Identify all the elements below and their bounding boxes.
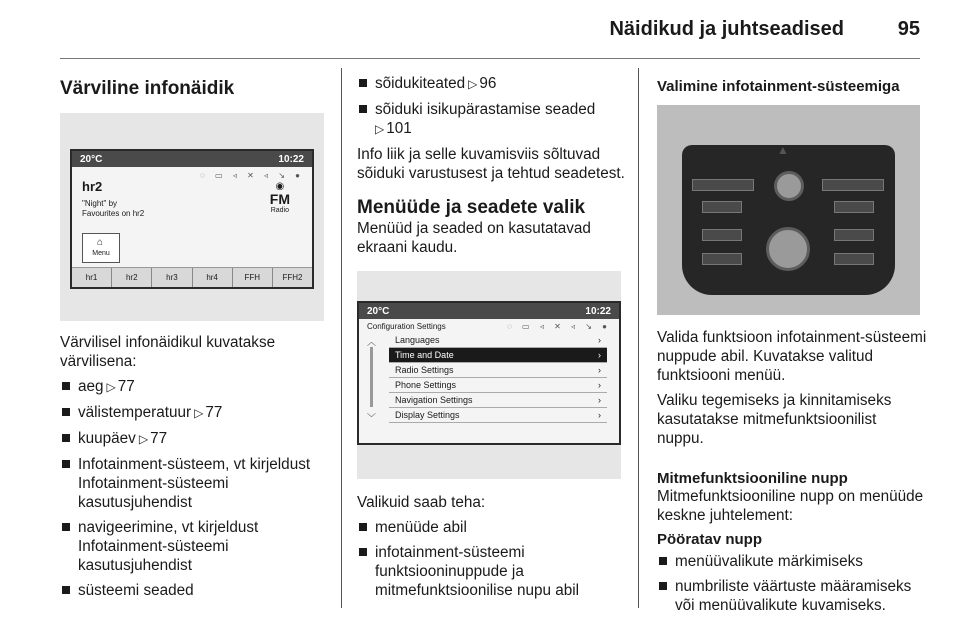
page-ref-icon: ▷ bbox=[194, 406, 204, 420]
status-bar bbox=[359, 303, 619, 319]
header-rule bbox=[60, 58, 920, 59]
preset-button[interactable]: hr2 bbox=[112, 268, 152, 287]
menus-paragraph: Menüüd ja seaded on kasutatavad ekraani kaudu. bbox=[357, 220, 591, 256]
home-icon: ⌂ bbox=[97, 237, 104, 248]
chevron-right-icon: › bbox=[598, 335, 601, 345]
config-settings-screen bbox=[357, 301, 621, 445]
info-paragraph: Info liik ja selle kuvamisviis sõltuvad sõiduki varustusest ja tehtud seadetest. bbox=[357, 146, 625, 182]
track-info: "Night" by Favourites on hr2 bbox=[82, 199, 145, 218]
column-divider bbox=[341, 68, 342, 608]
page-ref-icon: ▷ bbox=[138, 432, 149, 446]
page-ref-icon: ▷ bbox=[375, 122, 385, 136]
preset-button[interactable]: hr1 bbox=[72, 268, 112, 287]
settings-item[interactable]: Languages › bbox=[389, 333, 607, 348]
list-item: sõidukiteated ▷ 96 bbox=[357, 74, 627, 94]
preset-button[interactable]: FFH2 bbox=[282, 273, 303, 282]
station-name: hr2 bbox=[82, 179, 103, 194]
config-settings-figure bbox=[357, 271, 621, 479]
options-list bbox=[357, 518, 627, 600]
status-icons: ◌ ▭ ◃ ✕ ◃ ↘ ● bbox=[507, 322, 611, 331]
settings-item[interactable]: Radio Settings › bbox=[389, 363, 607, 378]
outside-temperature: 20°C bbox=[367, 305, 390, 317]
page-header bbox=[0, 0, 960, 62]
list-item: välistemperatuur ▷ 77 bbox=[60, 403, 328, 423]
chevron-right-icon: › bbox=[598, 410, 601, 420]
section-title: Menüüde ja seadete valik bbox=[357, 197, 586, 218]
subhead-rotary: Pööratav nupp bbox=[657, 531, 763, 548]
section-title: Värviline infonäidik bbox=[60, 78, 235, 99]
preset-button[interactable]: FFH bbox=[233, 268, 273, 287]
list-item: aeg ▷ 77 bbox=[60, 377, 328, 397]
power-volume-knob bbox=[774, 171, 804, 201]
settings-item[interactable]: Display Settings › bbox=[389, 408, 607, 423]
chevron-right-icon: › bbox=[598, 365, 601, 375]
control-panel bbox=[682, 145, 895, 295]
list-item: kuupäev ▷ 77 bbox=[60, 429, 328, 449]
infotainment-paragraph: Valida funktsioon infotainment-süsteemi nuppude abil. Kuvatakse valitud funktsiooni menüü. bbox=[657, 329, 927, 384]
intro-text: Värvilisel infonäidikul kuvatakse värvilisena: bbox=[60, 334, 276, 370]
multifunction-knob bbox=[766, 227, 810, 271]
settings-item[interactable]: Navigation Settings › bbox=[389, 393, 607, 408]
panel-button bbox=[834, 229, 874, 241]
page-ref-icon: ▷ bbox=[106, 380, 116, 394]
preset-button[interactable]: hr4 bbox=[193, 268, 233, 287]
settings-list bbox=[389, 333, 607, 423]
preset-bar bbox=[72, 267, 312, 287]
column-1 bbox=[60, 68, 328, 600]
subhead-infotainment: Valimine infotainment-süsteemiga bbox=[657, 78, 900, 95]
header-title: Näidikud ja juhtseadised bbox=[609, 18, 844, 40]
display-items-list bbox=[60, 377, 328, 600]
list-item: infotainment-süsteemi funktsiooninuppude ja mitmefunktsioonilise nupu abil bbox=[357, 543, 627, 600]
list-item: sõiduki isikupärastamise seaded ▷ 101 bbox=[357, 100, 627, 139]
chevron-right-icon: › bbox=[598, 350, 601, 360]
column-divider bbox=[638, 68, 639, 608]
multifunction-paragraph: Mitmefunktsiooniline nupp on menüüde keskne juhtelement: bbox=[657, 488, 924, 524]
panel-button bbox=[834, 201, 874, 213]
options-intro: Valikuid saab teha: bbox=[357, 494, 486, 511]
preset-button[interactable]: hr3 bbox=[152, 268, 192, 287]
clock: 10:22 bbox=[585, 305, 611, 317]
menu-button[interactable]: ⌂ Menu bbox=[82, 233, 120, 263]
list-item: süsteemi seaded bbox=[60, 581, 328, 600]
panel-button bbox=[692, 179, 754, 191]
chevron-right-icon: › bbox=[598, 395, 601, 405]
panel-button bbox=[834, 253, 874, 265]
list-item: menüüvalikute märkimiseks bbox=[657, 552, 927, 571]
page-number: 95 bbox=[897, 18, 920, 40]
display-items-list-cont bbox=[357, 74, 627, 139]
hazard-icon: ▲ bbox=[777, 143, 789, 157]
panel-button bbox=[702, 229, 742, 241]
scrollbar[interactable] bbox=[370, 347, 373, 407]
color-info-display-figure bbox=[60, 113, 324, 321]
status-icons: ◌ ▭ ◃ ✕ ◃ ↘ ● bbox=[200, 171, 304, 180]
panel-button bbox=[702, 201, 742, 213]
chevron-right-icon: › bbox=[598, 380, 601, 390]
color-info-display-screen bbox=[70, 149, 314, 289]
rotary-list bbox=[657, 552, 927, 615]
list-item: Infotainment-süsteem, vt kirjeldust Infotainment-süsteemi kasutusjuhendist bbox=[60, 455, 328, 512]
panel-button bbox=[822, 179, 884, 191]
outside-temperature: 20°C bbox=[80, 153, 103, 165]
subhead-multifunction: Mitmefunktsiooniline nupp bbox=[657, 470, 848, 487]
page-ref-icon: ▷ bbox=[468, 77, 478, 91]
status-bar bbox=[72, 151, 312, 167]
column-3 bbox=[657, 68, 927, 95]
settings-item-selected[interactable]: Time and Date › bbox=[389, 348, 607, 363]
control-panel-photo bbox=[657, 105, 920, 315]
clock: 10:22 bbox=[278, 153, 304, 165]
knob-paragraph: Valiku tegemiseks ja kinnitamiseks kasutatakse mitmefunktsioonilist nuppu. bbox=[657, 392, 892, 447]
fm-radio-logo: ◉ FM Radio bbox=[269, 181, 290, 214]
scroll-up-icon[interactable]: ︿ bbox=[367, 337, 377, 347]
radio-icon: ◉ bbox=[275, 181, 285, 192]
list-item: menüüde abil bbox=[357, 518, 627, 537]
settings-item[interactable]: Phone Settings › bbox=[389, 378, 607, 393]
column-3-text bbox=[657, 328, 927, 615]
column-2 bbox=[357, 68, 627, 600]
scroll-down-icon[interactable]: ﹀ bbox=[367, 413, 377, 423]
panel-button bbox=[702, 253, 742, 265]
screen-title: Configuration Settings bbox=[367, 322, 446, 331]
list-item: navigeerimine, vt kirjeldust Infotainment-süsteemi kasutusjuhendist bbox=[60, 518, 328, 575]
list-item: numbriliste väärtuste määramiseks või menüüvalikute kuvamiseks. bbox=[657, 577, 927, 615]
